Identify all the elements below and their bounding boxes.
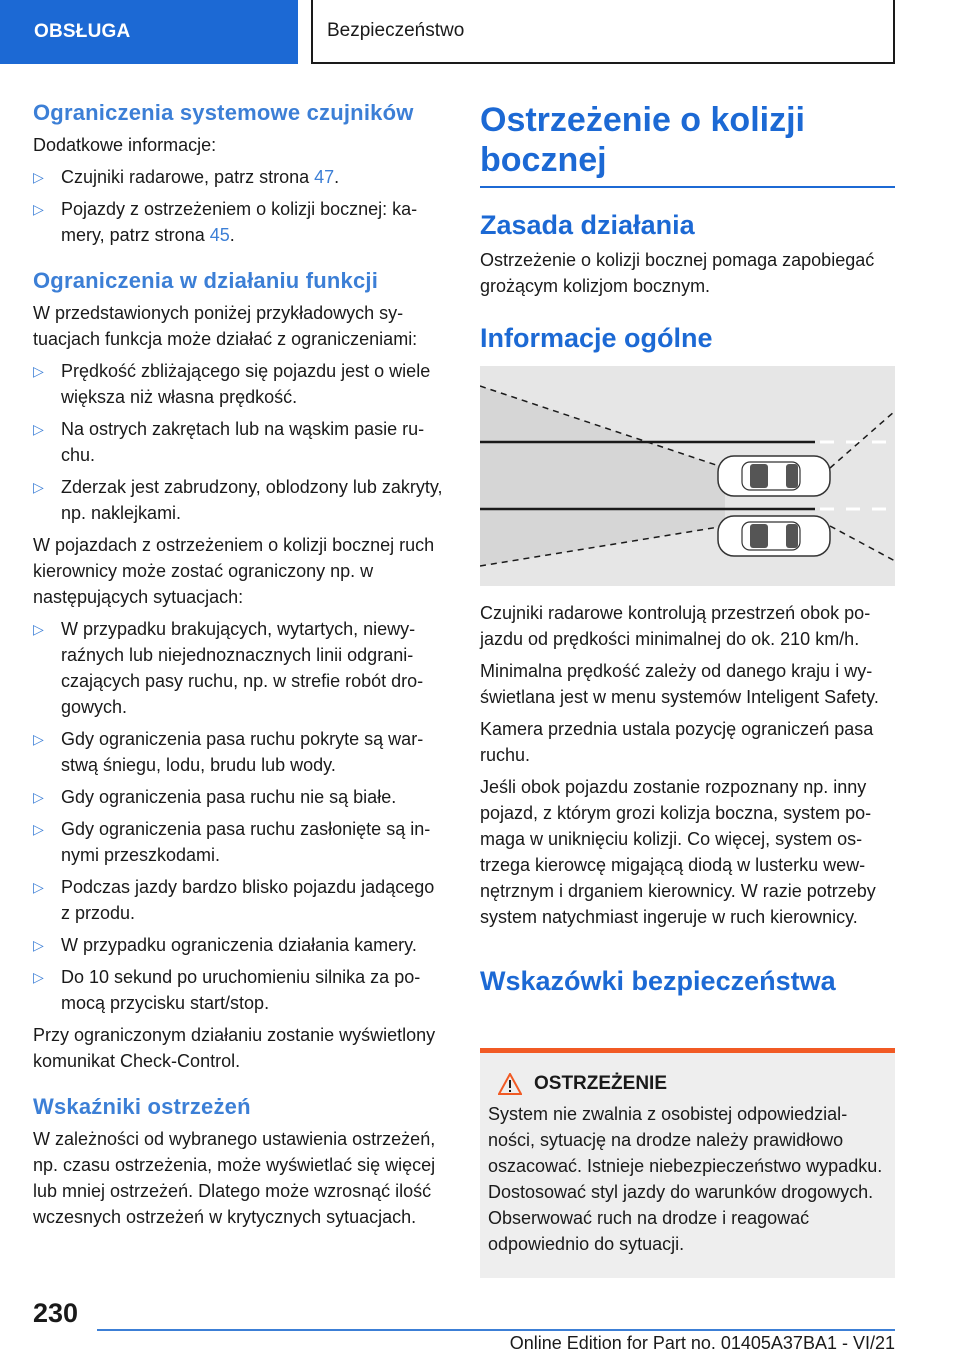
list-item: ▷ Gdy ograniczenia pasa ruchu nie są białe.	[33, 784, 448, 810]
side-collision-diagram	[480, 366, 895, 586]
footer-edition: Online Edition for Part no. 01405A37BA1 - VI/21	[509, 1333, 895, 1353]
chapter-header	[311, 0, 895, 64]
heading-principle: Zasada działania	[480, 210, 695, 240]
steering-limits-list	[33, 616, 448, 1016]
page-number: 230	[33, 1298, 79, 1328]
list-item: ▷ W przypadku brakujących, wytartych, niewyraźnych lub niejednoznacznych linii odgraniczających pasy ruchu, np. w strefie robót drogowych.	[33, 616, 448, 720]
triangle-right-icon: ▷	[33, 479, 44, 495]
triangle-right-icon: ▷	[33, 731, 44, 747]
list-item: ▷ Do 10 sekund po uruchomieniu silnika za pomocą przycisku start/stop.	[33, 964, 448, 1016]
heading-sensor-limits: Ograniczenia systemowe czujników	[33, 100, 414, 125]
warning-title: OSTRZEŻENIE	[534, 1073, 668, 1094]
triangle-right-icon: ▷	[33, 169, 44, 185]
section-tab	[0, 0, 298, 64]
paragraph: Ostrzeżenie o kolizji bocznej pomaga zapobiegać grożącym kolizjom bocznym.	[480, 250, 875, 296]
triangle-right-icon: ▷	[33, 969, 44, 985]
warning-header	[498, 1073, 887, 1095]
paragraph: W pojazdach z ostrzeżeniem o kolizji bocznej ruch kierownicy może zostać ograniczony np. w następujących sytuacjach:	[33, 535, 435, 607]
sensor-limits-list	[33, 164, 448, 248]
right-column-lower	[480, 600, 895, 997]
road-radar-illustration	[480, 366, 895, 586]
left-column	[33, 100, 448, 1230]
triangle-right-icon: ▷	[33, 937, 44, 953]
heading-warning-indicators: Wskaźniki ostrzeżeń	[33, 1094, 251, 1119]
footer-divider	[97, 1329, 895, 1331]
list-item: ▷ Czujniki radarowe, patrz strona 47.	[33, 164, 448, 190]
list-item: ▷ W przypadku ograniczenia działania kamery.	[33, 932, 448, 958]
page-title: Ostrzeżenie o kolizji bocznej	[480, 100, 895, 188]
warning-text: System nie zwalnia z osobistej odpowiedzialności, sytuację na drodze należy prawidłowo oszacować. Istnieje niebezpieczeństwo wypadku. Dostosować styl jazdy do warunków drogowych. Obserwować ruch na drodze i reagować odpowiednio do sytuacji.	[488, 1104, 883, 1254]
triangle-right-icon: ▷	[33, 363, 44, 379]
list-item: ▷ Pojazdy z ostrzeżeniem o kolizji bocznej: kamery, patrz strona 45.	[33, 196, 448, 248]
triangle-right-icon: ▷	[33, 621, 44, 637]
list-item: ▷ Podczas jazdy bardzo blisko pojazdu jadącego z przodu.	[33, 874, 448, 926]
triangle-right-icon: ▷	[33, 821, 44, 837]
function-limits-list	[33, 358, 448, 526]
triangle-right-icon: ▷	[33, 789, 44, 805]
car-icon	[718, 456, 830, 496]
list-item: ▷ Zderzak jest zabrudzony, oblodzony lub zakryty, np. naklejkami.	[33, 474, 448, 526]
triangle-right-icon: ▷	[33, 201, 44, 217]
section-label: OBSŁUGA	[34, 21, 131, 42]
list-item: ▷ Na ostrych zakrętach lub na wąskim pasie ruchu.	[33, 416, 448, 468]
page-link[interactable]: 45	[209, 225, 230, 245]
list-item: ▷ Prędkość zbliżającego się pojazdu jest o wiele większa niż własna prędkość.	[33, 358, 448, 410]
car-icon	[718, 516, 830, 556]
paragraph: Przy ograniczonym działaniu zostanie wyświetlony komunikat Check-Control.	[33, 1025, 436, 1071]
list-item: ▷ Gdy ograniczenia pasa ruchu pokryte są warstwą śniegu, lodu, brudu lub wody.	[33, 726, 448, 778]
paragraph: Czujniki radarowe kontrolują przestrzeń obok pojazdu od prędkości minimalnej do ok. 210 km/h.	[480, 603, 871, 649]
heading-function-limits: Ograniczenia w działaniu funkcji	[33, 268, 379, 293]
paragraph: Kamera przednia ustala pozycję ograniczeń pasa ruchu.	[480, 719, 874, 765]
paragraph: Jeśli obok pojazdu zostanie rozpoznany np. inny pojazd, z którym grozi kolizja boczna, system pomaga w uniknięciu kolizji. Co więcej, system ostrzega kierowcę migającą diodą w lusterku wewnętrznym i drganiem kierownicy. W razie potrzeby system natychmiast ingeruje w ruch kierownicy.	[480, 777, 876, 927]
triangle-right-icon: ▷	[33, 879, 44, 895]
warning-triangle-icon	[498, 1073, 522, 1095]
right-column	[480, 100, 895, 354]
chapter-label: Bezpieczeństwo	[327, 20, 465, 41]
triangle-right-icon: ▷	[33, 421, 44, 437]
paragraph: W przedstawionych poniżej przykładowych sytuacjach funkcja może działać z ograniczeniami:	[33, 303, 418, 349]
paragraph: Minimalna prędkość zależy od danego kraju i wyświetlana jest w menu systemów Inteligent Safety.	[480, 661, 879, 707]
intro-additional-info: Dodatkowe informacje:	[33, 135, 217, 155]
heading-safety-notes: Wskazówki bezpieczeństwa	[480, 966, 836, 996]
page-link[interactable]: 47	[314, 167, 335, 187]
list-item: ▷ Gdy ograniczenia pasa ruchu zasłonięte są innymi przeszkodami.	[33, 816, 448, 868]
warning-box	[480, 1048, 895, 1278]
paragraph: W zależności od wybranego ustawienia ostrzeżeń, np. czasu ostrzeżenia, może wyświetlać się więcej lub mniej ostrzeżeń. Dlatego może wzrosnąć ilość wczesnych ostrzeżeń w krytycznych sytuacjach.	[33, 1129, 436, 1227]
heading-general-info: Informacje ogólne	[480, 323, 713, 353]
